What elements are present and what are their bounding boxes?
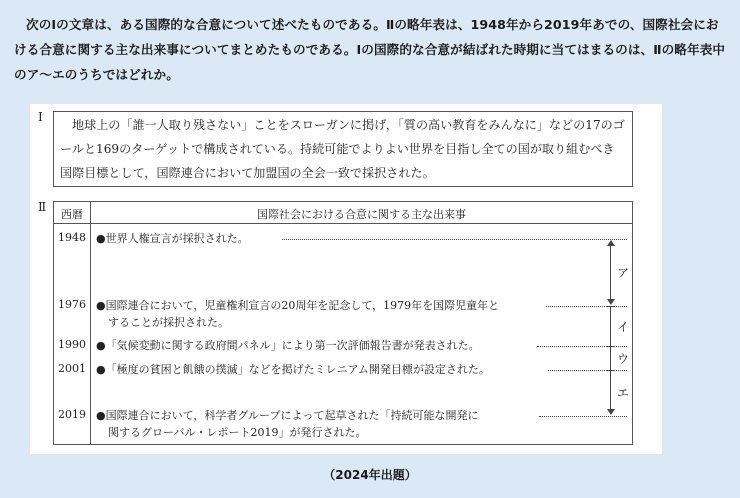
section-label-1: Ⅰ (38, 110, 43, 124)
year-2019: 2019 (58, 408, 86, 421)
dotted-leader (539, 416, 627, 417)
arrow-down-icon (607, 299, 615, 305)
source-note: （2024年出題） (323, 468, 417, 482)
event-1976-line1: ●国際連合において，児童権利宣言の20周年を記念して，1979年を国際児童年と (96, 299, 500, 312)
choice-e: エ (616, 386, 629, 400)
choice-u: ウ (616, 352, 629, 366)
question-text: 次のⅠの文章は、ある国際的な合意について述べたものである。Ⅱの略年表は、1948年から2019年あでの、国際社会における合意に関する主な出来事についてまとめたものである。Ⅰの国際的な合意が結ばれた時期に当てはまるのは、Ⅱの略年表中のア～エのうちではどれか。 (14, 17, 726, 82)
event-2019-line1: ●国際連合において，科学者グループによって起草された「持続可能な開発に (96, 409, 479, 422)
arrow-up-icon (607, 240, 615, 246)
header-year: 西暦 (61, 208, 83, 221)
section-1-text: 地球上の「誰一人取り残さない」ことをスローガンに掲げ，「質の高い教育をみんなに」などの17のゴールと169のターゲットで構成されている。持続可能でよりよい世界を目指し全ての国が取り組むべき国際目標として，国際連合において加盟国の全会一致で採択された。 (60, 118, 625, 180)
range-line-a (610, 245, 611, 300)
year-2001: 2001 (58, 362, 86, 375)
section-1-box (53, 111, 633, 187)
choice-i: イ (616, 320, 629, 334)
year-1990: 1990 (58, 338, 86, 351)
timeline-table (53, 201, 633, 445)
event-1948: ●世界人権宣言が採択された。 (96, 232, 249, 245)
header-event: 国際社会における合意に関する主な出来事 (257, 208, 466, 221)
event-2001: ●「極度の貧困と飢餓の撲滅」などを掲げたミレニアム開発目標が設定された。 (96, 363, 490, 376)
dotted-leader (282, 239, 627, 240)
range-line-e (610, 370, 611, 410)
event-2019-line2: 関するグローバル・レポート2019」が発行された。 (108, 426, 367, 439)
event-1990: ●「気候変動に関する政府間パネル」により第一次評価報告書が発表された。 (96, 339, 480, 352)
year-1976: 1976 (58, 298, 86, 311)
range-line-i (610, 306, 611, 346)
material-panel (30, 104, 662, 454)
table-header (54, 202, 632, 224)
section-label-2: Ⅱ (38, 200, 47, 214)
range-line-u (610, 346, 611, 370)
choice-a: ア (616, 266, 629, 280)
dotted-leader (548, 370, 627, 371)
year-1948: 1948 (58, 231, 86, 244)
arrow-down-icon (607, 409, 615, 415)
column-divider (90, 202, 91, 444)
event-1976-line2: することが採択された。 (108, 316, 229, 329)
